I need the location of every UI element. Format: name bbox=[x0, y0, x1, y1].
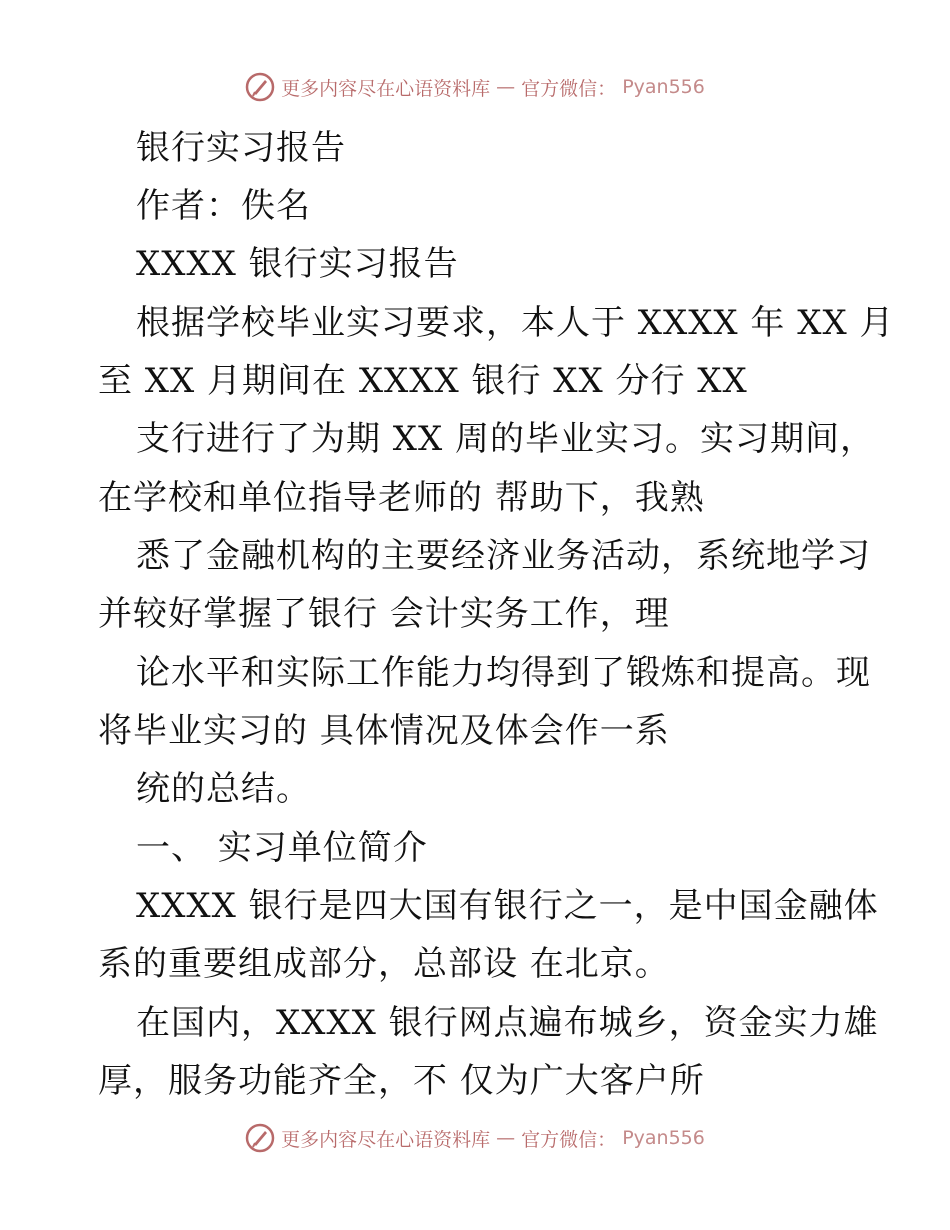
doc-line: 支行进行了为期 XX 周的毕业实习。实习期间， bbox=[136, 419, 876, 459]
doc-line: 至 XX 月期间在 XXXX 银行 XX 分行 XX bbox=[98, 361, 748, 401]
banner-wechat-id: Pyan556 bbox=[622, 1127, 705, 1149]
header-banner bbox=[0, 72, 950, 102]
section-heading: 一、 实习单位简介 bbox=[136, 828, 428, 868]
doc-line: 将毕业实习的 具体情况及体会作一系 bbox=[98, 711, 670, 751]
feather-pen-logo-icon bbox=[245, 1123, 275, 1153]
doc-line: 统的总结。 bbox=[136, 769, 311, 809]
doc-line: 论水平和实际工作能力均得到了锻炼和提高。现 bbox=[136, 653, 871, 693]
footer-banner bbox=[0, 1123, 950, 1153]
doc-line: 并较好掌握了银行 会计实务工作，理 bbox=[98, 594, 670, 634]
doc-line: 厚，服务功能齐全，不 仅为广大客户所 bbox=[98, 1061, 705, 1101]
banner-separator: — bbox=[496, 1127, 516, 1149]
doc-author: 作者：佚名 bbox=[136, 186, 311, 226]
doc-line: 在国内，XXXX 银行网点遍布城乡，资金实力雄 bbox=[136, 1003, 879, 1043]
doc-line: 系的重要组成部分，总部设 在北京。 bbox=[98, 944, 670, 984]
banner-wechat-id: Pyan556 bbox=[622, 76, 705, 98]
doc-subtitle: XXXX 银行实习报告 bbox=[136, 244, 459, 284]
doc-line: 在学校和单位指导老师的 帮助下，我熟 bbox=[98, 478, 705, 518]
banner-separator: — bbox=[496, 76, 516, 98]
doc-line: 根据学校毕业实习要求，本人于 XXXX 年 XX 月 bbox=[136, 303, 895, 343]
banner-wechat-label: 官方微信： bbox=[521, 77, 617, 100]
doc-line: XXXX 银行是四大国有银行之一，是中国金融体 bbox=[136, 886, 879, 926]
banner-site-text: 更多内容尽在心语资料库 bbox=[281, 77, 491, 100]
banner-wechat-label: 官方微信： bbox=[521, 1128, 617, 1151]
doc-title: 银行实习报告 bbox=[136, 128, 346, 168]
doc-line: 悉了金融机构的主要经济业务活动，系统地学习 bbox=[136, 536, 871, 576]
banner-site-text: 更多内容尽在心语资料库 bbox=[281, 1128, 491, 1151]
feather-pen-logo-icon bbox=[245, 72, 275, 102]
